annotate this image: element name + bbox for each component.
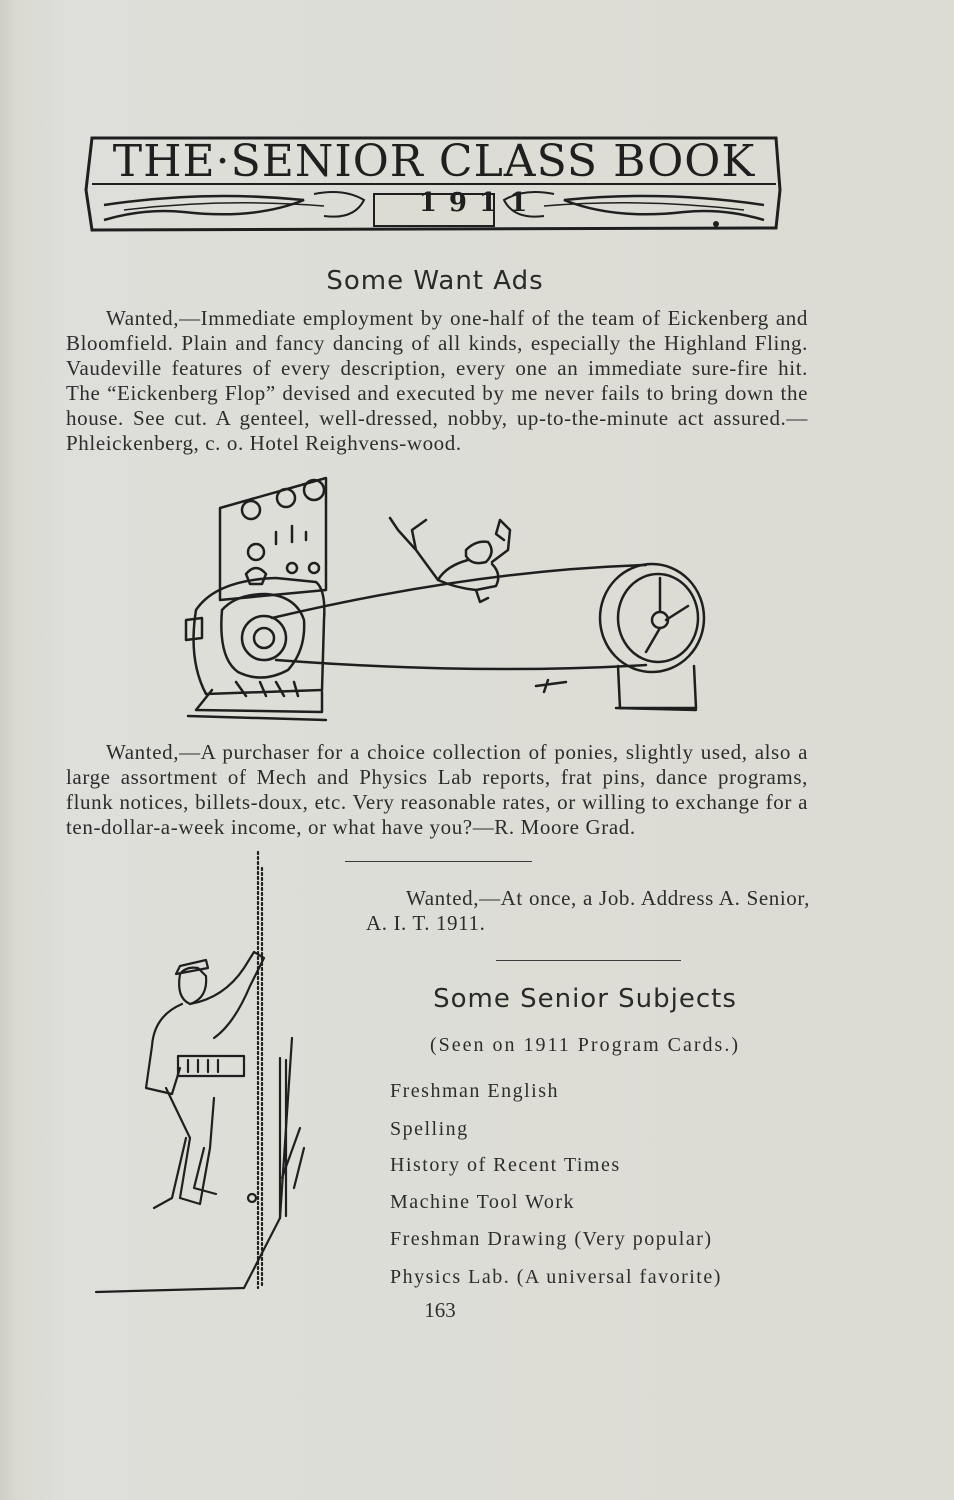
subjects-heading: Some Senior Subjects	[433, 984, 737, 1014]
banner-title: THE·SENIOR CLASS BOOK	[112, 136, 756, 187]
title-banner	[84, 130, 784, 238]
subject-item: Freshman English	[390, 1080, 559, 1102]
subjects-subheading: (Seen on 1911 Program Cards.)	[430, 1034, 740, 1056]
illustration-eickenberg-flop	[176, 470, 716, 732]
page-number: 163	[424, 1298, 456, 1322]
want-ad-eickenberg: Wanted,—Immediate employment by one-half of the team of Eickenberg and Bloomfield. Plain and fancy dancing of all kinds, especially the Highland Fling. Vaudeville features of every description, every one an immediate sure-fire hit. The “Eickenberg Flop” devised and executed by me never fails to bring down the house. See cut. A genteel, well-dressed, nobby, up-to-the-minute act assured.—Phleickenberg, c. o. Hotel Reighvens-wood.	[66, 306, 808, 455]
subject-item: Physics Lab. (A universal favorite)	[390, 1266, 722, 1288]
divider-rule-2	[496, 960, 681, 961]
divider-rule-1	[345, 861, 532, 862]
banner-year: 1911	[418, 188, 540, 218]
subject-item: History of Recent Times	[390, 1154, 621, 1176]
want-ads-heading: Some Want Ads	[326, 266, 544, 296]
subject-item: Spelling	[390, 1118, 469, 1140]
want-ad-ponies: Wanted,—A purchaser for a choice collection of ponies, slightly used, also a large assortment of Mech and Physics Lab reports, frat pins, dance programs, flunk notices, billets-doux, etc. Very reasonable rates, or willing to exchange for a ten-dollar-a-week income, or what have you?—R. Moore Grad.	[66, 740, 808, 839]
want-ad-job: Wanted,—At once, a Job. Address A. Senior, A. I. T. 1911.	[366, 886, 810, 935]
subject-item: Machine Tool Work	[390, 1191, 576, 1213]
subject-item: Freshman Drawing (Very popular)	[390, 1228, 713, 1250]
illustration-rope-puller	[94, 848, 314, 1300]
